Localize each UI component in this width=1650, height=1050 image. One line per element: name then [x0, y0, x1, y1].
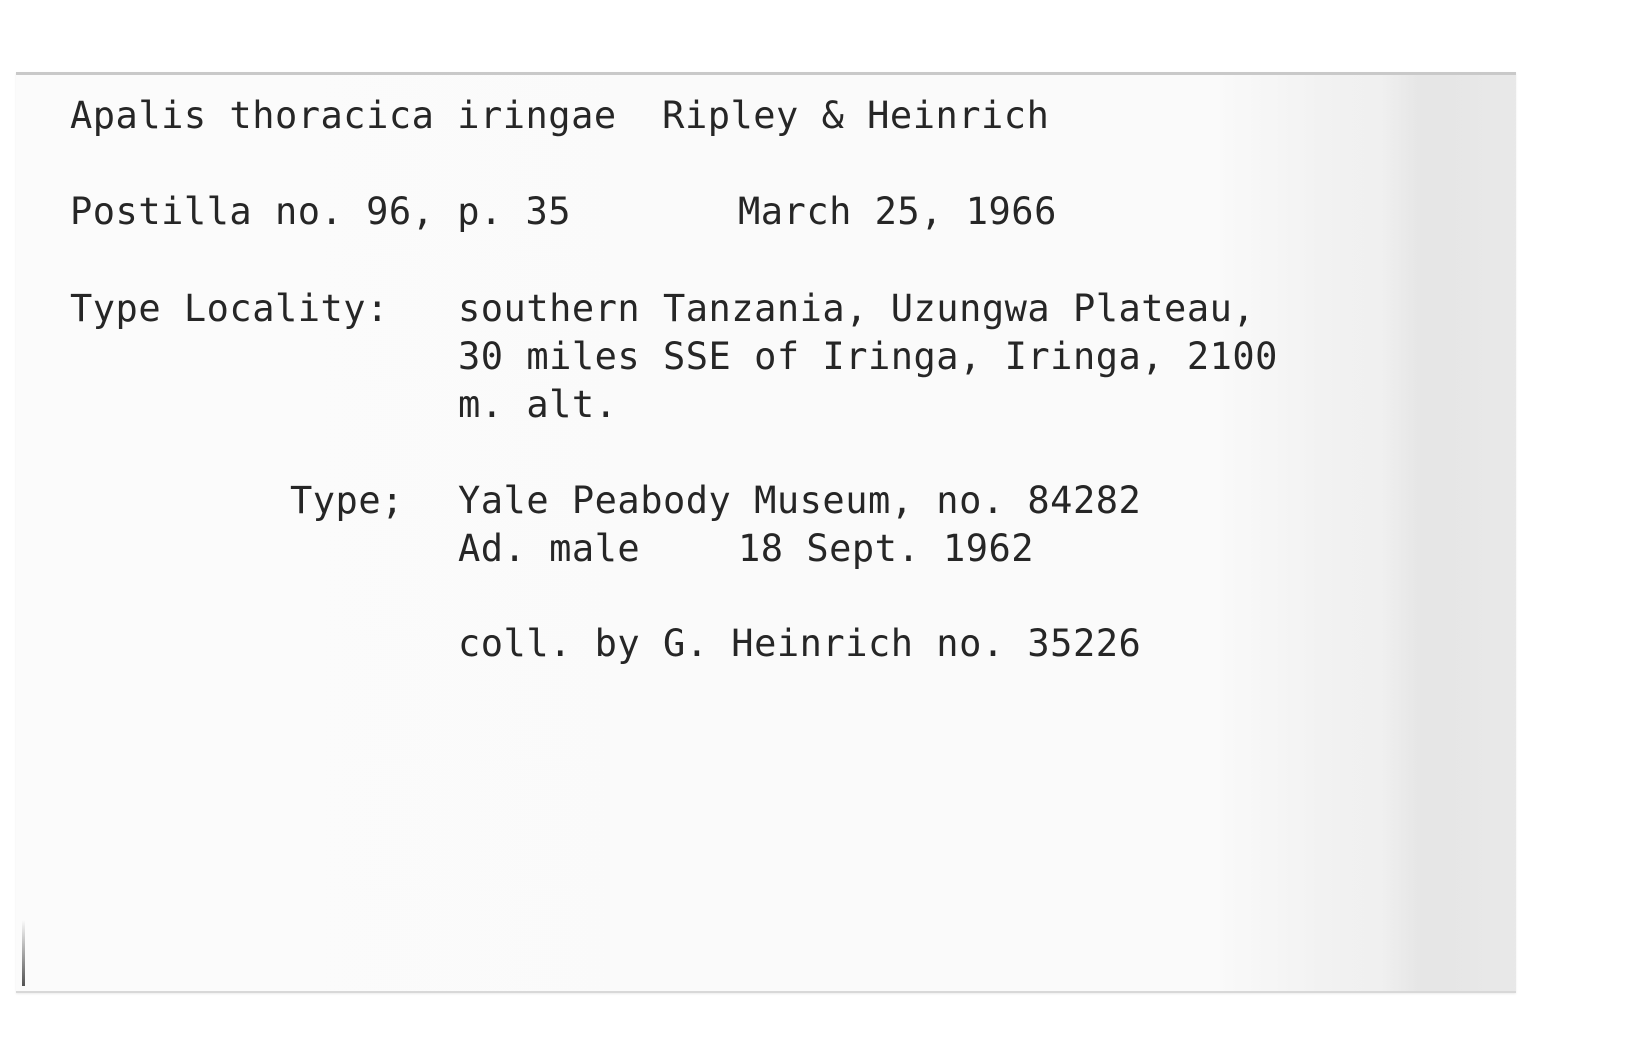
type-locality-line-1: southern Tanzania, Uzungwa Plateau,: [458, 287, 1256, 330]
type-label: Type;: [290, 479, 404, 522]
type-specimen-line: Yale Peabody Museum, no. 84282: [458, 479, 1142, 522]
card-shadow: [1380, 75, 1516, 991]
species-title: Apalis thoracica iringae Ripley & Heinrich: [70, 94, 1050, 137]
type-locality-line-2: 30 miles SSE of Iringa, Iringa, 2100: [458, 335, 1278, 378]
type-collection-date: 18 Sept. 1962: [738, 527, 1035, 570]
type-locality-line-3: m. alt.: [458, 383, 618, 426]
card-edge-mark: [22, 920, 25, 986]
publication-date: March 25, 1966: [738, 190, 1057, 233]
collector-line: coll. by G. Heinrich no. 35226: [458, 622, 1142, 665]
type-sex: Ad. male: [458, 527, 641, 570]
type-locality-label: Type Locality:: [70, 287, 389, 330]
citation: Postilla no. 96, p. 35: [70, 190, 572, 233]
